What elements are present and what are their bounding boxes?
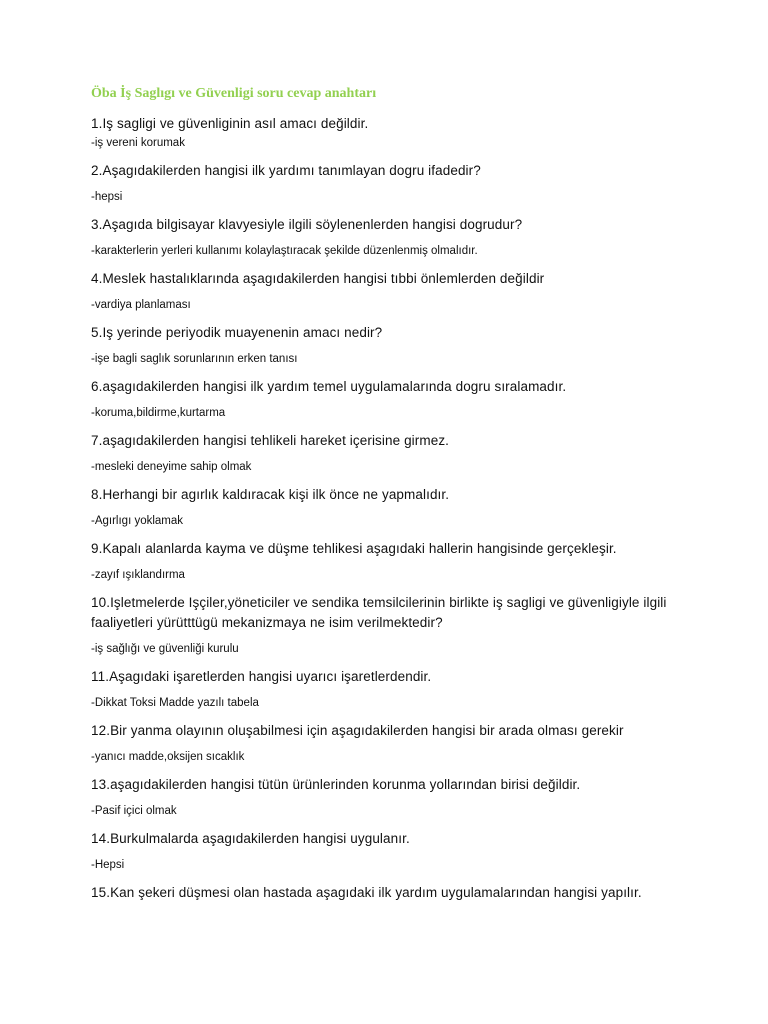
answer-text: -iş sağlığı ve güvenliği kurulu <box>91 643 239 655</box>
qa-item <box>91 485 731 529</box>
answer-text: -işe bagli saglık sorunlarının erken tanısı <box>91 353 298 365</box>
answer-text: -Dikkat Toksi Madde yazılı tabela <box>91 697 259 709</box>
qa-item <box>91 215 731 259</box>
qa-item <box>91 667 731 711</box>
qa-item <box>91 593 731 657</box>
question-text: 11.Aşagıdaki işaretlerden hangisi uyarıcı işaretlerdendir. <box>91 669 432 684</box>
document-title: Öba İş Saglıgı ve Güvenligi soru cevap anahtarı <box>91 86 377 101</box>
answer-text: -vardiya planlaması <box>91 299 191 311</box>
qa-item <box>91 431 731 475</box>
question-text: 2.Aşagıdakilerden hangisi ilk yardımı tanımlayan dogru ifadedir? <box>91 163 481 178</box>
answer-text: -karakterlerin yerleri kullanımı kolaylaştıracak şekilde düzenlenmiş olmalıdır. <box>91 245 478 257</box>
answer-text: -zayıf ışıklandırma <box>91 569 185 581</box>
qa-item <box>91 161 731 205</box>
question-text: 5.Iş yerinde periyodik muayenenin amacı nedir? <box>91 325 383 340</box>
question-text: 9.Kapalı alanlarda kayma ve düşme tehlikesi aşagıdaki hallerin hangisinde gerçekleşir. <box>91 541 617 556</box>
qa-item <box>91 721 731 765</box>
question-text: 12.Bir yanma olayının oluşabilmesi için aşagıdakilerden hangisi bir arada olması gerekir <box>91 723 624 738</box>
question-text: 13.aşagıdakilerden hangisi tütün ürünlerinden korunma yollarından birisi değildir. <box>91 777 581 792</box>
qa-item <box>91 269 731 313</box>
answer-text: -Hepsi <box>91 859 125 871</box>
question-text: 10.Işletmelerde Işçiler,yöneticiler ve sendika temsilcilerinin birlikte iş sagligi ve güvenligiyle ilgili faaliyetleri yürütttügü mekanizmaya ne isim verilmektedir? <box>91 595 667 630</box>
document-page <box>91 85 731 903</box>
answer-text: -Pasif içici olmak <box>91 805 177 817</box>
question-text: 8.Herhangi bir agırlık kaldıracak kişi ilk önce ne yapmalıdır. <box>91 487 450 502</box>
answer-text: -iş vereni korumak <box>91 137 185 149</box>
qa-item <box>91 377 731 421</box>
question-text: 6.aşagıdakilerden hangisi ilk yardım temel uygulamalarında dogru sıralamadır. <box>91 379 567 394</box>
qa-item <box>91 883 731 903</box>
question-text: 1.Iş sagligi ve güvenliginin asıl amacı değildir. <box>91 116 369 131</box>
qa-item <box>91 323 731 367</box>
answer-text: -koruma,bildirme,kurtarma <box>91 407 226 419</box>
qa-item <box>91 775 731 819</box>
question-text: 4.Meslek hastalıklarında aşagıdakilerden hangisi tıbbi önlemlerden değildir <box>91 271 545 286</box>
answer-text: -yanıcı madde,oksijen sıcaklık <box>91 751 245 763</box>
question-text: 3.Aşagıda bilgisayar klavyesiyle ilgili söylenenlerden hangisi dogrudur? <box>91 217 523 232</box>
qa-item <box>91 114 731 151</box>
qa-item <box>91 829 731 873</box>
answer-text: -hepsi <box>91 191 123 203</box>
question-text: 14.Burkulmalarda aşagıdakilerden hangisi uygulanır. <box>91 831 410 846</box>
question-text: 15.Kan şekeri düşmesi olan hastada aşagıdaki ilk yardım uygulamalarından hangisi yapılır. <box>91 885 642 900</box>
answer-text: -mesleki deneyime sahip olmak <box>91 461 252 473</box>
question-text: 7.aşagıdakilerden hangisi tehlikeli hareket içerisine girmez. <box>91 433 450 448</box>
qa-item <box>91 539 731 583</box>
answer-text: -Agırlıgı yoklamak <box>91 515 184 527</box>
